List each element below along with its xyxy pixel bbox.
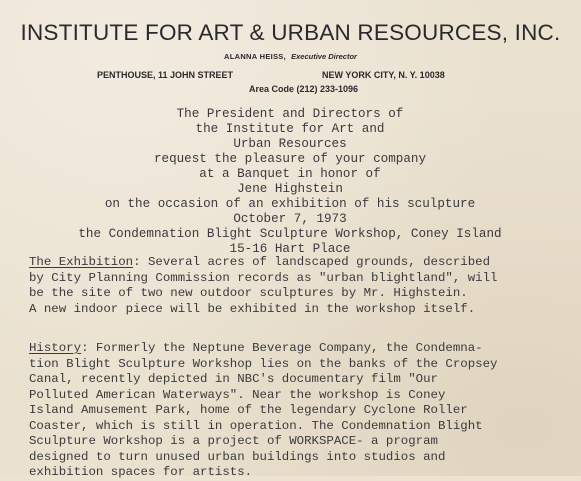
address-street: PENTHOUSE, 11 JOHN STREET: [97, 70, 234, 80]
director-role: Executive Director: [291, 52, 357, 61]
paragraph-line: [29, 341, 569, 357]
history-heading: History: [29, 341, 82, 355]
paragraph-line: tion Blight Sculpture Workshop lies on the banks of the Cropsey: [29, 356, 498, 371]
phone-number: Area Code (212) 233-1096: [249, 84, 359, 94]
exhibition-paragraph: [29, 255, 569, 317]
paragraph-line: Coaster, which is still in operation. The Condemnation Blight: [29, 418, 483, 433]
paragraph-line: [29, 255, 569, 271]
invitation-line: The President and Directors of: [176, 107, 404, 121]
event-date: October 7, 1973: [233, 212, 347, 226]
invitation-line: the Institute for Art and: [195, 122, 385, 136]
exhibition-heading: The Exhibition: [29, 255, 134, 269]
executive-director-line: [0, 52, 581, 61]
paragraph-line: Canal, recently depicted in NBC's documentary film "Our: [29, 372, 438, 386]
invitation-line: on the occasion of an exhibition of his sculpture: [104, 197, 476, 211]
invitation-text: [40, 107, 540, 257]
event-address: 15-16 Hart Place: [229, 242, 351, 256]
paragraph-line: by City Planning Commission records as "urban blightland", will: [29, 270, 498, 285]
paragraph-text: : Several acres of landscaped grounds, described: [133, 255, 491, 269]
director-name: ALANNA HEISS,: [224, 52, 286, 61]
paragraph-line: Polluted American Waterways". Near the workshop is Coney: [29, 387, 446, 402]
event-venue: the Condemnation Blight Sculpture Workshop, Coney Island: [78, 227, 502, 241]
paragraph-line: designed to turn unused urban buildings into studios and: [29, 449, 446, 464]
letterhead-title: INSTITUTE FOR ART & URBAN RESOURCES, INC.: [20, 20, 561, 45]
invitation-line: Urban Resources: [233, 137, 347, 151]
invitation-line: at a Banquet in honor of: [199, 167, 381, 181]
paragraph-line: Island Amusement Park, home of the legendary Cyclone Roller: [29, 403, 468, 417]
paragraph-line: be the site of two new outdoor sculptures by Mr. Highstein.: [29, 286, 468, 300]
paragraph-line: exhibition spaces for artists.: [29, 465, 253, 479]
address-city: NEW YORK CITY, N. Y. 10038: [322, 70, 445, 80]
paragraph-line: A new indoor piece will be exhibited in the workshop itself.: [29, 301, 476, 316]
paragraph-line: Sculpture Workshop is a project of WORKSPACE- a program: [29, 434, 438, 448]
paragraph-text: : Formerly the Neptune Beverage Company, the Condemna-: [81, 341, 483, 355]
invitation-line: request the pleasure of your company: [153, 152, 427, 166]
history-paragraph: [29, 341, 569, 481]
honoree-name: Jene Highstein: [237, 182, 343, 196]
